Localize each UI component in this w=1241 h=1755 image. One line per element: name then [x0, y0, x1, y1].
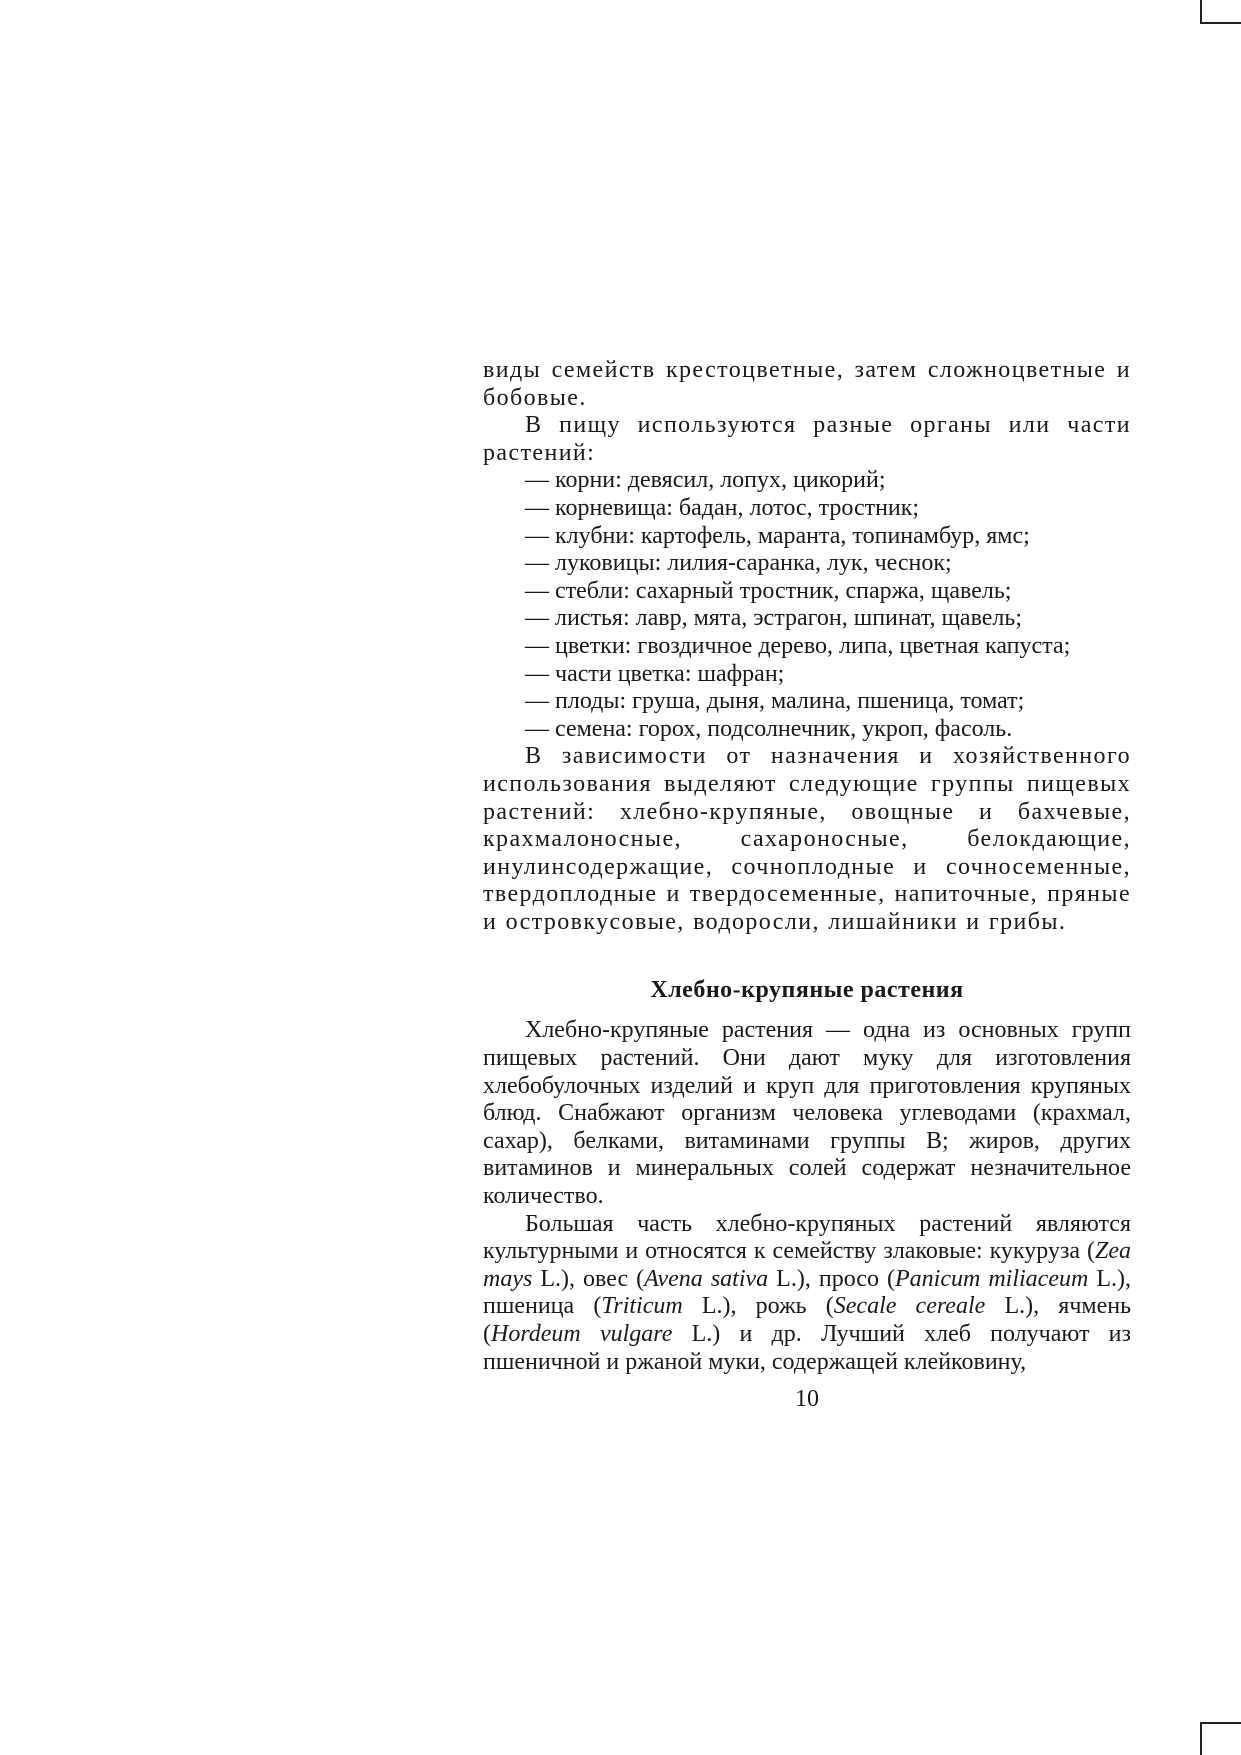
list-item: — плоды: груша, дыня, малина, пшеница, томат; — [525, 688, 1025, 715]
list-item: — листья: лавр, мята, эстрагон, шпинат, щавель; — [525, 605, 1023, 632]
crop-mark-bottom — [1200, 1722, 1202, 1755]
list-item: — стебли: сахарный тростник, спаржа, щавель; — [525, 577, 1012, 604]
list-item: — корни: девясил, лопух, цикорий; — [525, 467, 886, 494]
latin-name: Triticum — [601, 1293, 683, 1320]
crop-mark-bottom — [1200, 1722, 1241, 1724]
list-item: — части цветка: шафран; — [525, 660, 785, 687]
paragraph-intro-tail: виды семейств крестоцветные, затем сложноцветные и бобовые. — [483, 357, 1131, 411]
paragraph-cereals-2: Большая часть хлебно-крупяных растений являются культурными и относятся к семейству злаковые: кукуруза (Zea mays L.), овес (Avena sativa L.), просо (Panicum miliaceum L.), пшеница (Triticum L.), рожь (Secale cereale L.), ячмень (Hordeum vulgare L.) и др. Лучший хлеб получают из пшеничной и ржаной муки, содержащей клейковину, — [483, 1210, 1132, 1375]
latin-name: Hordeum vulgare — [491, 1321, 673, 1347]
section-heading: Хлебно-крупяные растения — [650, 977, 964, 1004]
paragraph-organs: В пищу используются разные органы или части растений: — [483, 412, 1131, 466]
list-item: — луковицы: лилия-саранка, лук, чеснок; — [525, 550, 952, 577]
crop-mark-top — [1200, 22, 1241, 24]
organ-list — [483, 467, 1131, 743]
list-item: — цветки: гвоздичное дерево, липа, цветная капуста; — [525, 632, 1071, 659]
list-item: — семена: горох, подсолнечник, укроп, фасоль. — [525, 715, 1013, 742]
paragraph-cereals-1: Хлебно-крупяные растения — одна из основных групп пищевых растений. Они дают муку для изготовления хлебобулочных изделий и круп для приготовления крупяных блюд. Снабжают организм человека углеводами (крахмал, сахар), белками, витаминами группы В; жиров, других витаминов и минеральных солей содержат незначительное количество. — [483, 1017, 1131, 1210]
crop-mark-top — [1200, 0, 1202, 24]
paragraph-groups: В зависимости от назначения и хозяйственного использования выделяют следующие группы пищевых растений: хлебно-крупяные, овощные и бахчевые, крахмалоносные, сахароносные, белокдающие, инулинсодержащие, сочноплодные и сочносеменные, твердоплодные и твердосеменные, напиточные, пряные и островкусовые, водоросли, лишайники и грибы. — [483, 743, 1131, 935]
latin-name: Secale cereale — [833, 1293, 986, 1320]
page-text — [483, 357, 1131, 1413]
latin-name: Avena sativa — [644, 1265, 769, 1292]
list-item: — корневища: бадан, лотос, тростник; — [525, 494, 920, 521]
page-number: 10 — [795, 1386, 819, 1413]
latin-name: Panicum miliaceum — [894, 1265, 1089, 1292]
list-item: — клубни: картофель, маранта, топинамбур, ямс; — [525, 522, 1030, 549]
latin-name: Zea mays — [483, 1238, 1131, 1292]
